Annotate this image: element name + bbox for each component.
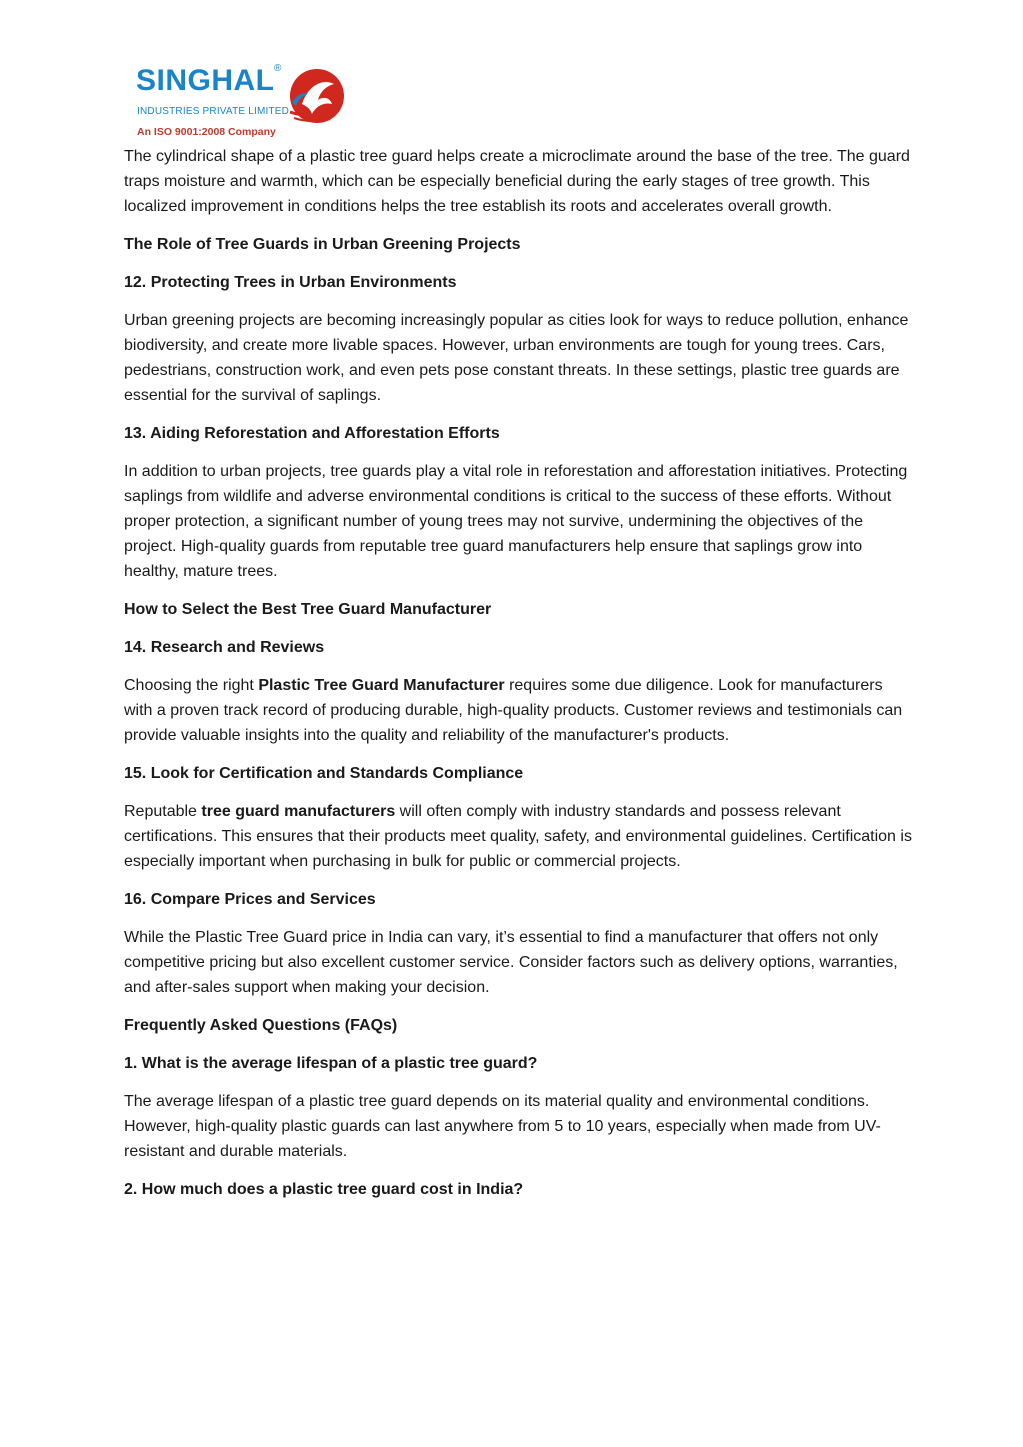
company-logo [132,62,352,142]
faq-answer-lifespan: The average lifespan of a plastic tree guard depends on its material quality and environmental conditions. However, high-quality plastic guards can last anywhere from 5 to 10 years, especially when made from UV-resistant and durable materials. [124,1093,881,1160]
heading-urban-greening: The Role of Tree Guards in Urban Greening Projects [124,236,521,253]
logo-name: SINGHAL [136,64,275,97]
bold-term-plastic-tree-guard-manufacturer: Plastic Tree Guard Manufacturer [258,677,505,694]
pegasus-emblem-icon [284,64,346,128]
logo-subtitle: INDUSTRIES PRIVATE LIMITED [137,106,290,117]
paragraph-microclimate: The cylindrical shape of a plastic tree guard helps create a microclimate around the base of the tree. The guard traps moisture and warmth, which can be especially beneficial during the early stages of tree growth. This localized improvement in conditions helps the tree establish its roots and accelerates overall growth. [124,148,910,215]
text-segment: will often comply with industry standards and possess relevant certifications. This ensures that their products meet quality, safety, and environmental guidelines. Certification is especially important when purchasing in bulk for public or commercial projects. [124,803,912,870]
bold-term-tree-guard-manufacturers: tree guard manufacturers [201,803,396,820]
paragraph-reforestation: In addition to urban projects, tree guards play a vital role in reforestation and afforestation initiatives. Protecting saplings from wildlife and adverse environmental conditions is critical to the success of these efforts. Without proper protection, a significant number of young trees may not survive, undermining the objectives of the project. High-quality guards from reputable tree guard manufacturers help ensure that saplings grow into healthy, mature trees. [124,463,908,580]
faq-question-lifespan: 1. What is the average lifespan of a plastic tree guard? [124,1055,538,1072]
heading-select-manufacturer: How to Select the Best Tree Guard Manufacturer [124,601,492,618]
heading-protecting-trees: 12. Protecting Trees in Urban Environments [124,274,457,291]
text-segment: Reputable [124,803,202,820]
text-segment: requires some due diligence. Look for manufacturers with a proven track record of producing durable, high-quality products. Customer reviews and testimonials can provide valuable insights into the quality and reliability of the manufacturer's products. [124,677,903,744]
paragraph-compare-prices: While the Plastic Tree Guard price in India can vary, it’s essential to find a manufacturer that offers not only competitive pricing but also excellent customer service. Consider factors such as delivery options, warranties, and after-sales support when making your decision. [124,929,898,996]
faq-question-cost: 2. How much does a plastic tree guard cost in India? [124,1181,524,1198]
heading-compare-prices: 16. Compare Prices and Services [124,891,376,908]
article-body [124,144,914,1215]
heading-reforestation: 13. Aiding Reforestation and Afforestation Efforts [124,425,500,442]
heading-research-reviews: 14. Research and Reviews [124,639,325,656]
paragraph-research-reviews [124,673,914,748]
logo-iso-line: An ISO 9001:2008 Company [137,126,276,138]
heading-faqs: Frequently Asked Questions (FAQs) [124,1017,398,1034]
paragraph-certification [124,799,914,874]
logo-registered-mark: ® [274,63,282,74]
text-segment: Choosing the right [124,677,259,694]
paragraph-urban-greening: Urban greening projects are becoming increasingly popular as cities look for ways to reduce pollution, enhance biodiversity, and create more livable spaces. However, urban environments are tough for young trees. Cars, pedestrians, construction work, and even pets pose constant threats. In these settings, plastic tree guards are essential for the survival of saplings. [124,312,909,404]
heading-certification: 15. Look for Certification and Standards Compliance [124,765,524,782]
